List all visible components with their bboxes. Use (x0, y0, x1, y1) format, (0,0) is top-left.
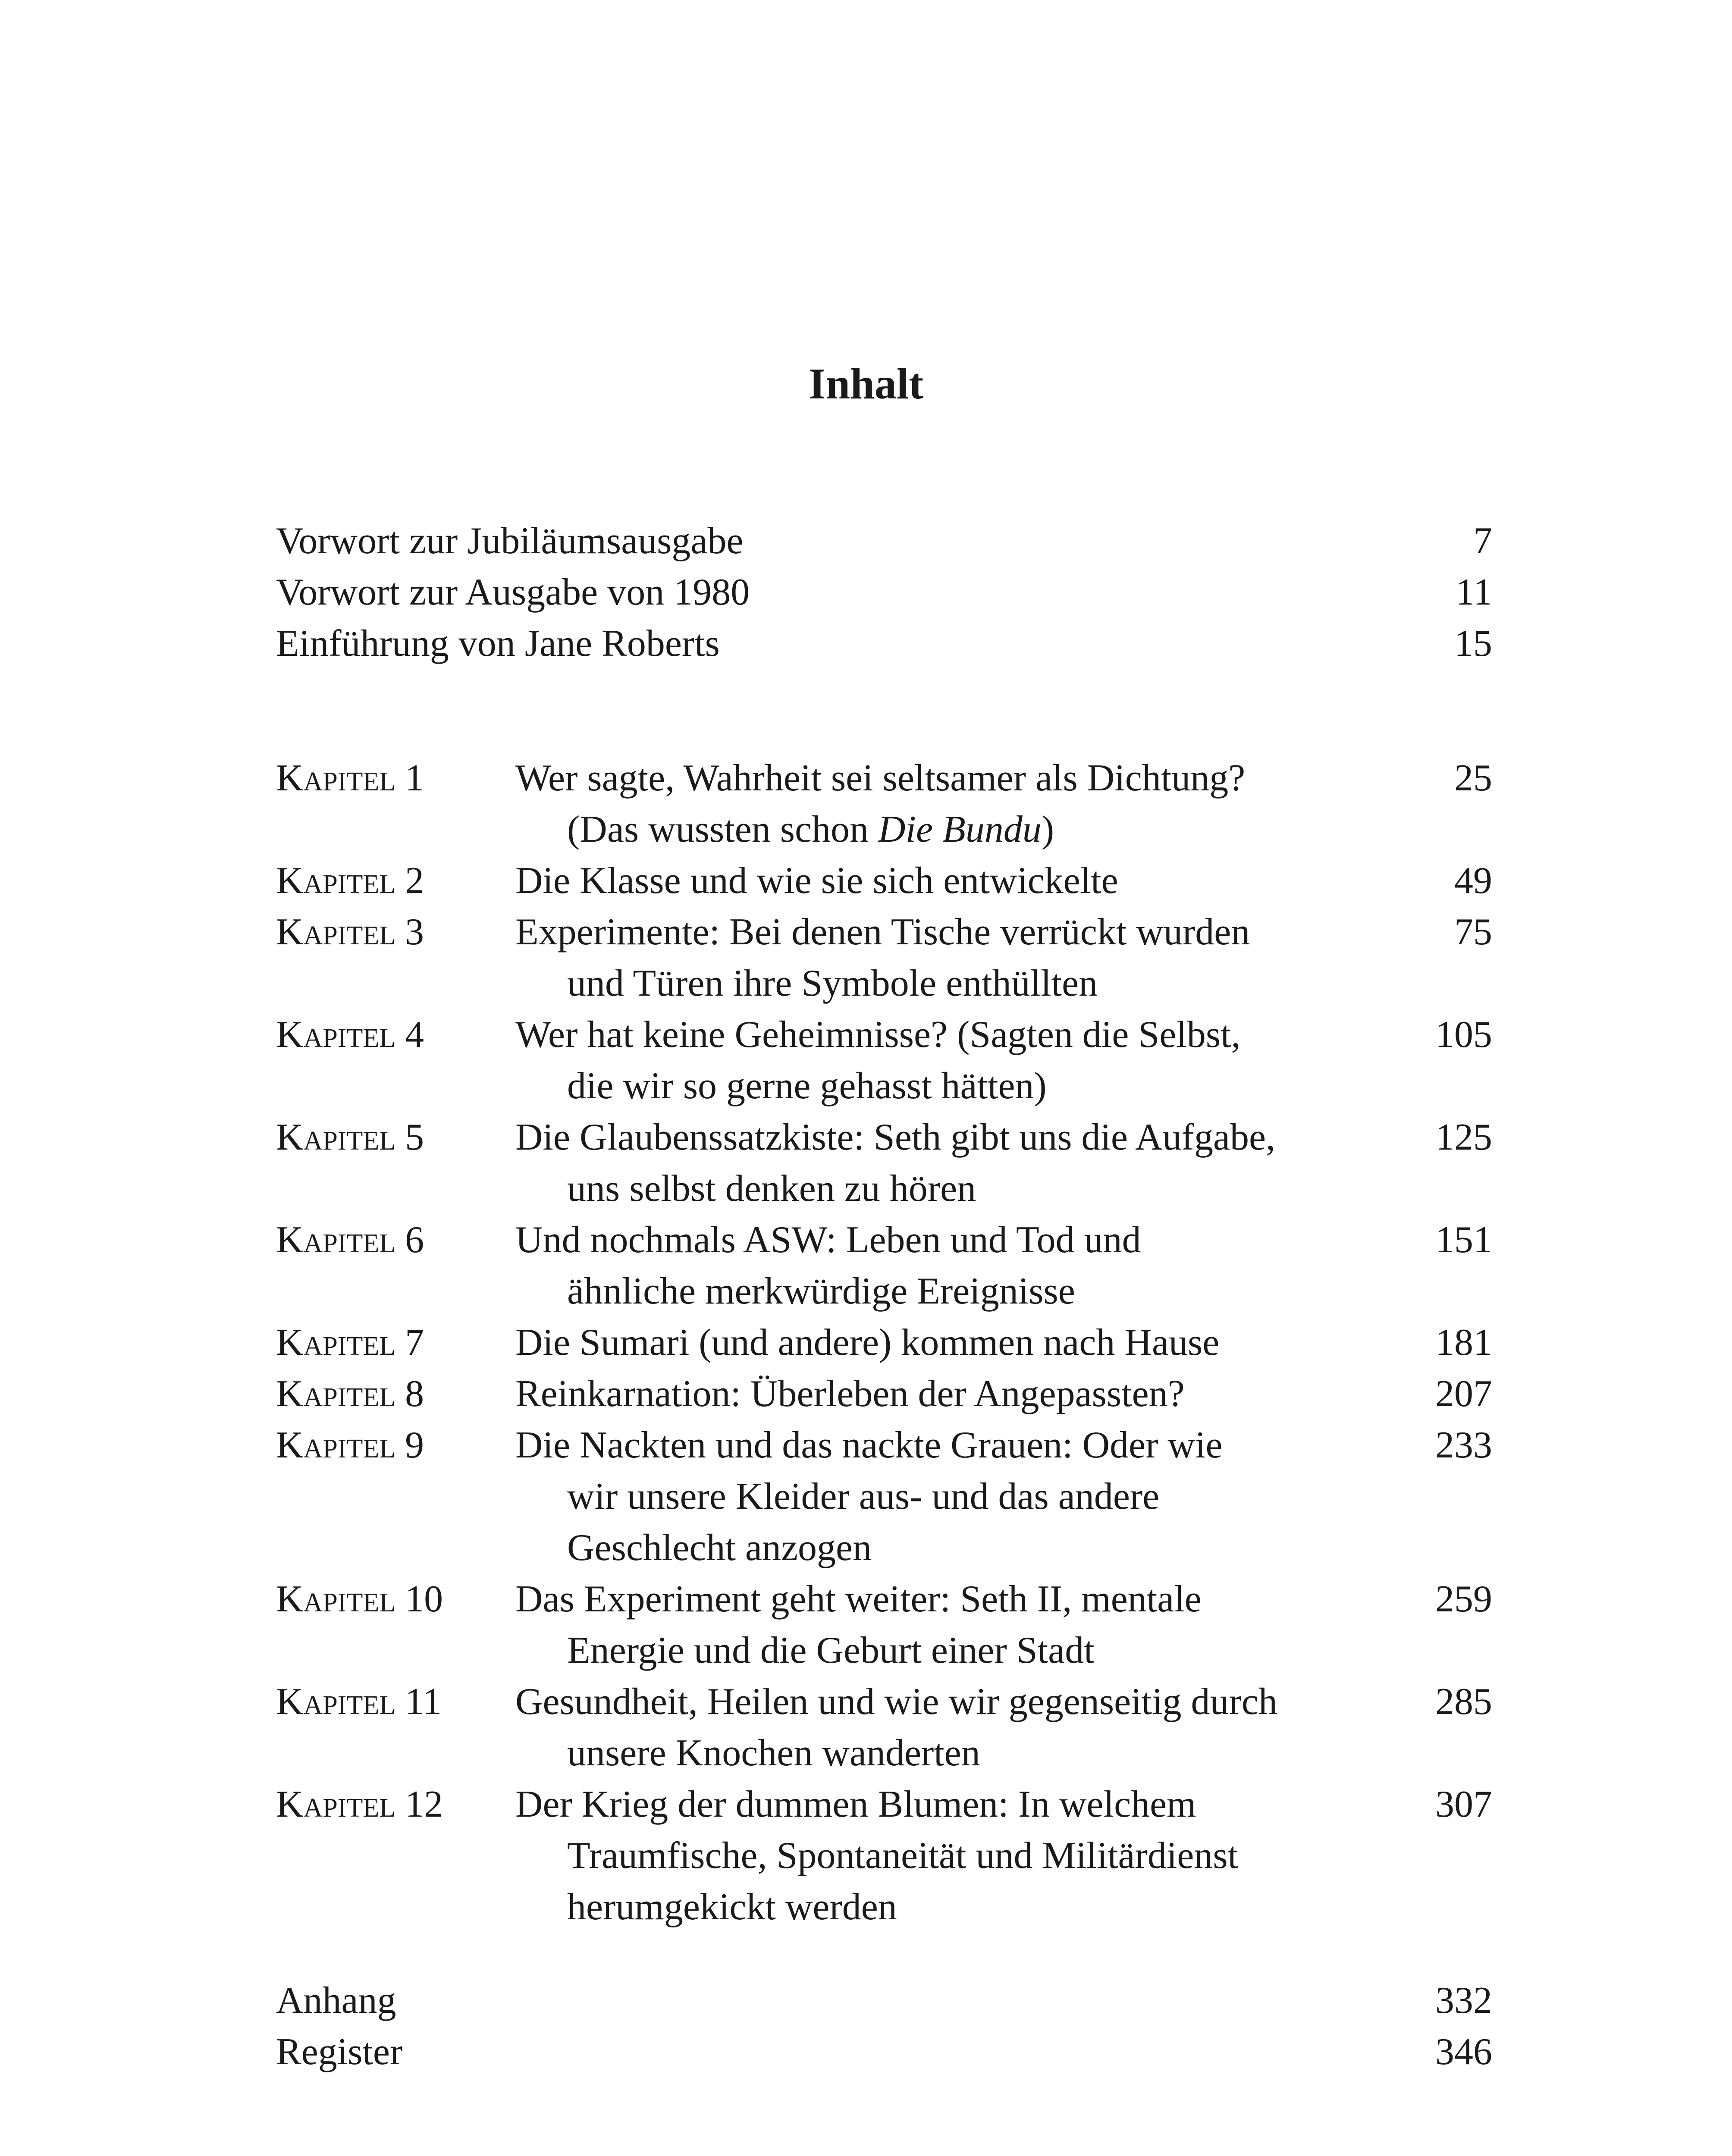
chapter-page: 125 (1435, 1116, 1492, 1158)
chapter-subtitle-italic: Die Bundu (878, 808, 1042, 850)
chapter-title-line (515, 804, 1387, 855)
chapter-page: 259 (1435, 1578, 1492, 1620)
chapter-label: Kapitel 9 (276, 1424, 424, 1466)
chapter-title-line: unsere Knochen wanderten (567, 1732, 980, 1774)
chapter-page: 307 (1435, 1783, 1492, 1825)
chapter-title-line: und Türen ihre Symbole enthüllten (567, 962, 1098, 1004)
chapter-title-line: uns selbst denken zu hören (567, 1168, 976, 1210)
chapter-page: 151 (1435, 1219, 1492, 1261)
toc-entry (276, 567, 1492, 618)
chapter-page: 285 (1435, 1681, 1492, 1723)
entry-title: Einführung von Jane Roberts (276, 623, 720, 664)
chapter-entry (276, 1317, 1492, 1368)
toc-entry (276, 2026, 1492, 2078)
chapter-title (515, 1420, 1387, 1573)
chapter-entry (276, 752, 1492, 855)
chapter-title (515, 1573, 1387, 1676)
chapter-entry (276, 1779, 1492, 1933)
chapter-title-line: ähnliche merkwürdige Ereignisse (567, 1270, 1075, 1312)
chapter-title-line: Und nochmals ASW: Leben und Tod und (515, 1219, 1141, 1261)
chapter-title-line: Wer sagte, Wahrheit sei seltsamer als Dichtung? (515, 757, 1246, 799)
chapter-title-line: Experimente: Bei denen Tische verrückt wurden (515, 911, 1250, 953)
entry-page: 332 (1435, 1980, 1492, 2021)
chapter-page: 49 (1454, 860, 1492, 902)
entry-page: 346 (1435, 2031, 1492, 2073)
chapter-page: 233 (1435, 1424, 1492, 1466)
chapter-title (515, 1112, 1387, 1214)
chapter-title (515, 1009, 1387, 1112)
chapter-entry (276, 1573, 1492, 1676)
chapter-title (515, 1214, 1387, 1317)
toc-entry (276, 515, 1492, 567)
chapter-entry (276, 855, 1492, 906)
chapter-entry (276, 1009, 1492, 1112)
toc-entry (276, 618, 1492, 669)
chapter-label: Kapitel 1 (276, 757, 424, 799)
toc-entry (276, 1975, 1492, 2026)
chapter-title-line: Das Experiment geht weiter: Seth II, mentale (515, 1578, 1202, 1620)
chapter-entry (276, 1112, 1492, 1214)
chapter-title-line: herumgekickt werden (567, 1886, 897, 1928)
chapter-entry (276, 1420, 1492, 1573)
chapter-title-line: Die Nackten und das nackte Grauen: Oder wie (515, 1424, 1223, 1466)
chapter-label: Kapitel 6 (276, 1219, 424, 1261)
chapter-label: Kapitel 8 (276, 1373, 424, 1415)
chapter-entry (276, 1214, 1492, 1317)
chapter-entry (276, 1368, 1492, 1420)
chapter-title-line: Geschlecht anzogen (567, 1527, 872, 1569)
chapter-title-line: Der Krieg der dummen Blumen: In welchem (515, 1783, 1196, 1825)
chapter-title-line: Traumfische, Spontaneität und Militärdienst (567, 1835, 1239, 1877)
front-matter-list (276, 515, 1492, 669)
chapter-label: Kapitel 5 (276, 1116, 424, 1158)
chapter-title-line: Energie und die Geburt einer Stadt (567, 1630, 1095, 1671)
chapter-title (515, 752, 1387, 855)
chapter-label: Kapitel 11 (276, 1681, 442, 1723)
chapter-title (515, 1676, 1387, 1779)
chapter-label: Kapitel 10 (276, 1578, 443, 1620)
chapter-title (515, 1317, 1387, 1368)
chapter-subtitle-suffix: ) (1041, 808, 1054, 850)
entry-page: 11 (1456, 571, 1492, 613)
chapter-title-line: Die Sumari (und andere) kommen nach Hause (515, 1322, 1220, 1363)
chapter-page: 207 (1435, 1373, 1492, 1415)
chapter-entry (276, 1676, 1492, 1779)
chapter-list (276, 752, 1492, 1933)
chapter-label: Kapitel 7 (276, 1322, 424, 1363)
entry-title: Vorwort zur Ausgabe von 1980 (276, 571, 750, 613)
entry-title: Anhang (276, 1980, 396, 2021)
chapter-title (515, 906, 1387, 1009)
entry-title: Vorwort zur Jubiläumsausgabe (276, 520, 744, 562)
entry-page: 7 (1473, 520, 1492, 562)
chapter-label: Kapitel 2 (276, 860, 424, 902)
entry-page: 15 (1454, 623, 1492, 664)
chapter-title-line: Wer hat keine Geheimnisse? (Sagten die Selbst, (515, 1014, 1241, 1056)
page-title: Inhalt (808, 360, 924, 408)
chapter-title-line: Reinkarnation: Überleben der Angepassten? (515, 1373, 1185, 1415)
chapter-entry (276, 906, 1492, 1009)
chapter-title (515, 1368, 1387, 1420)
chapter-page: 105 (1435, 1014, 1492, 1056)
chapter-title-line: Gesundheit, Heilen und wie wir gegenseitig durch (515, 1681, 1277, 1723)
chapter-subtitle-prefix: (Das wussten schon (567, 808, 879, 850)
chapter-title-line: Die Glaubenssatzkiste: Seth gibt uns die Aufgabe, (515, 1116, 1276, 1158)
chapter-label: Kapitel 12 (276, 1783, 443, 1825)
chapter-page: 75 (1454, 911, 1492, 953)
chapter-page: 181 (1435, 1322, 1492, 1363)
chapter-title-line: die wir so gerne gehasst hätten) (567, 1065, 1047, 1107)
chapter-label: Kapitel 4 (276, 1014, 424, 1056)
entry-title: Register (276, 2031, 403, 2073)
chapter-title (515, 1779, 1387, 1933)
back-matter-list (276, 1975, 1492, 2078)
chapter-title-line: Die Klasse und wie sie sich entwickelte (515, 860, 1118, 902)
chapter-title (515, 855, 1387, 906)
chapter-title-line: wir unsere Kleider aus- und das andere (567, 1476, 1160, 1517)
chapter-label: Kapitel 3 (276, 911, 424, 953)
chapter-page: 25 (1454, 757, 1492, 799)
